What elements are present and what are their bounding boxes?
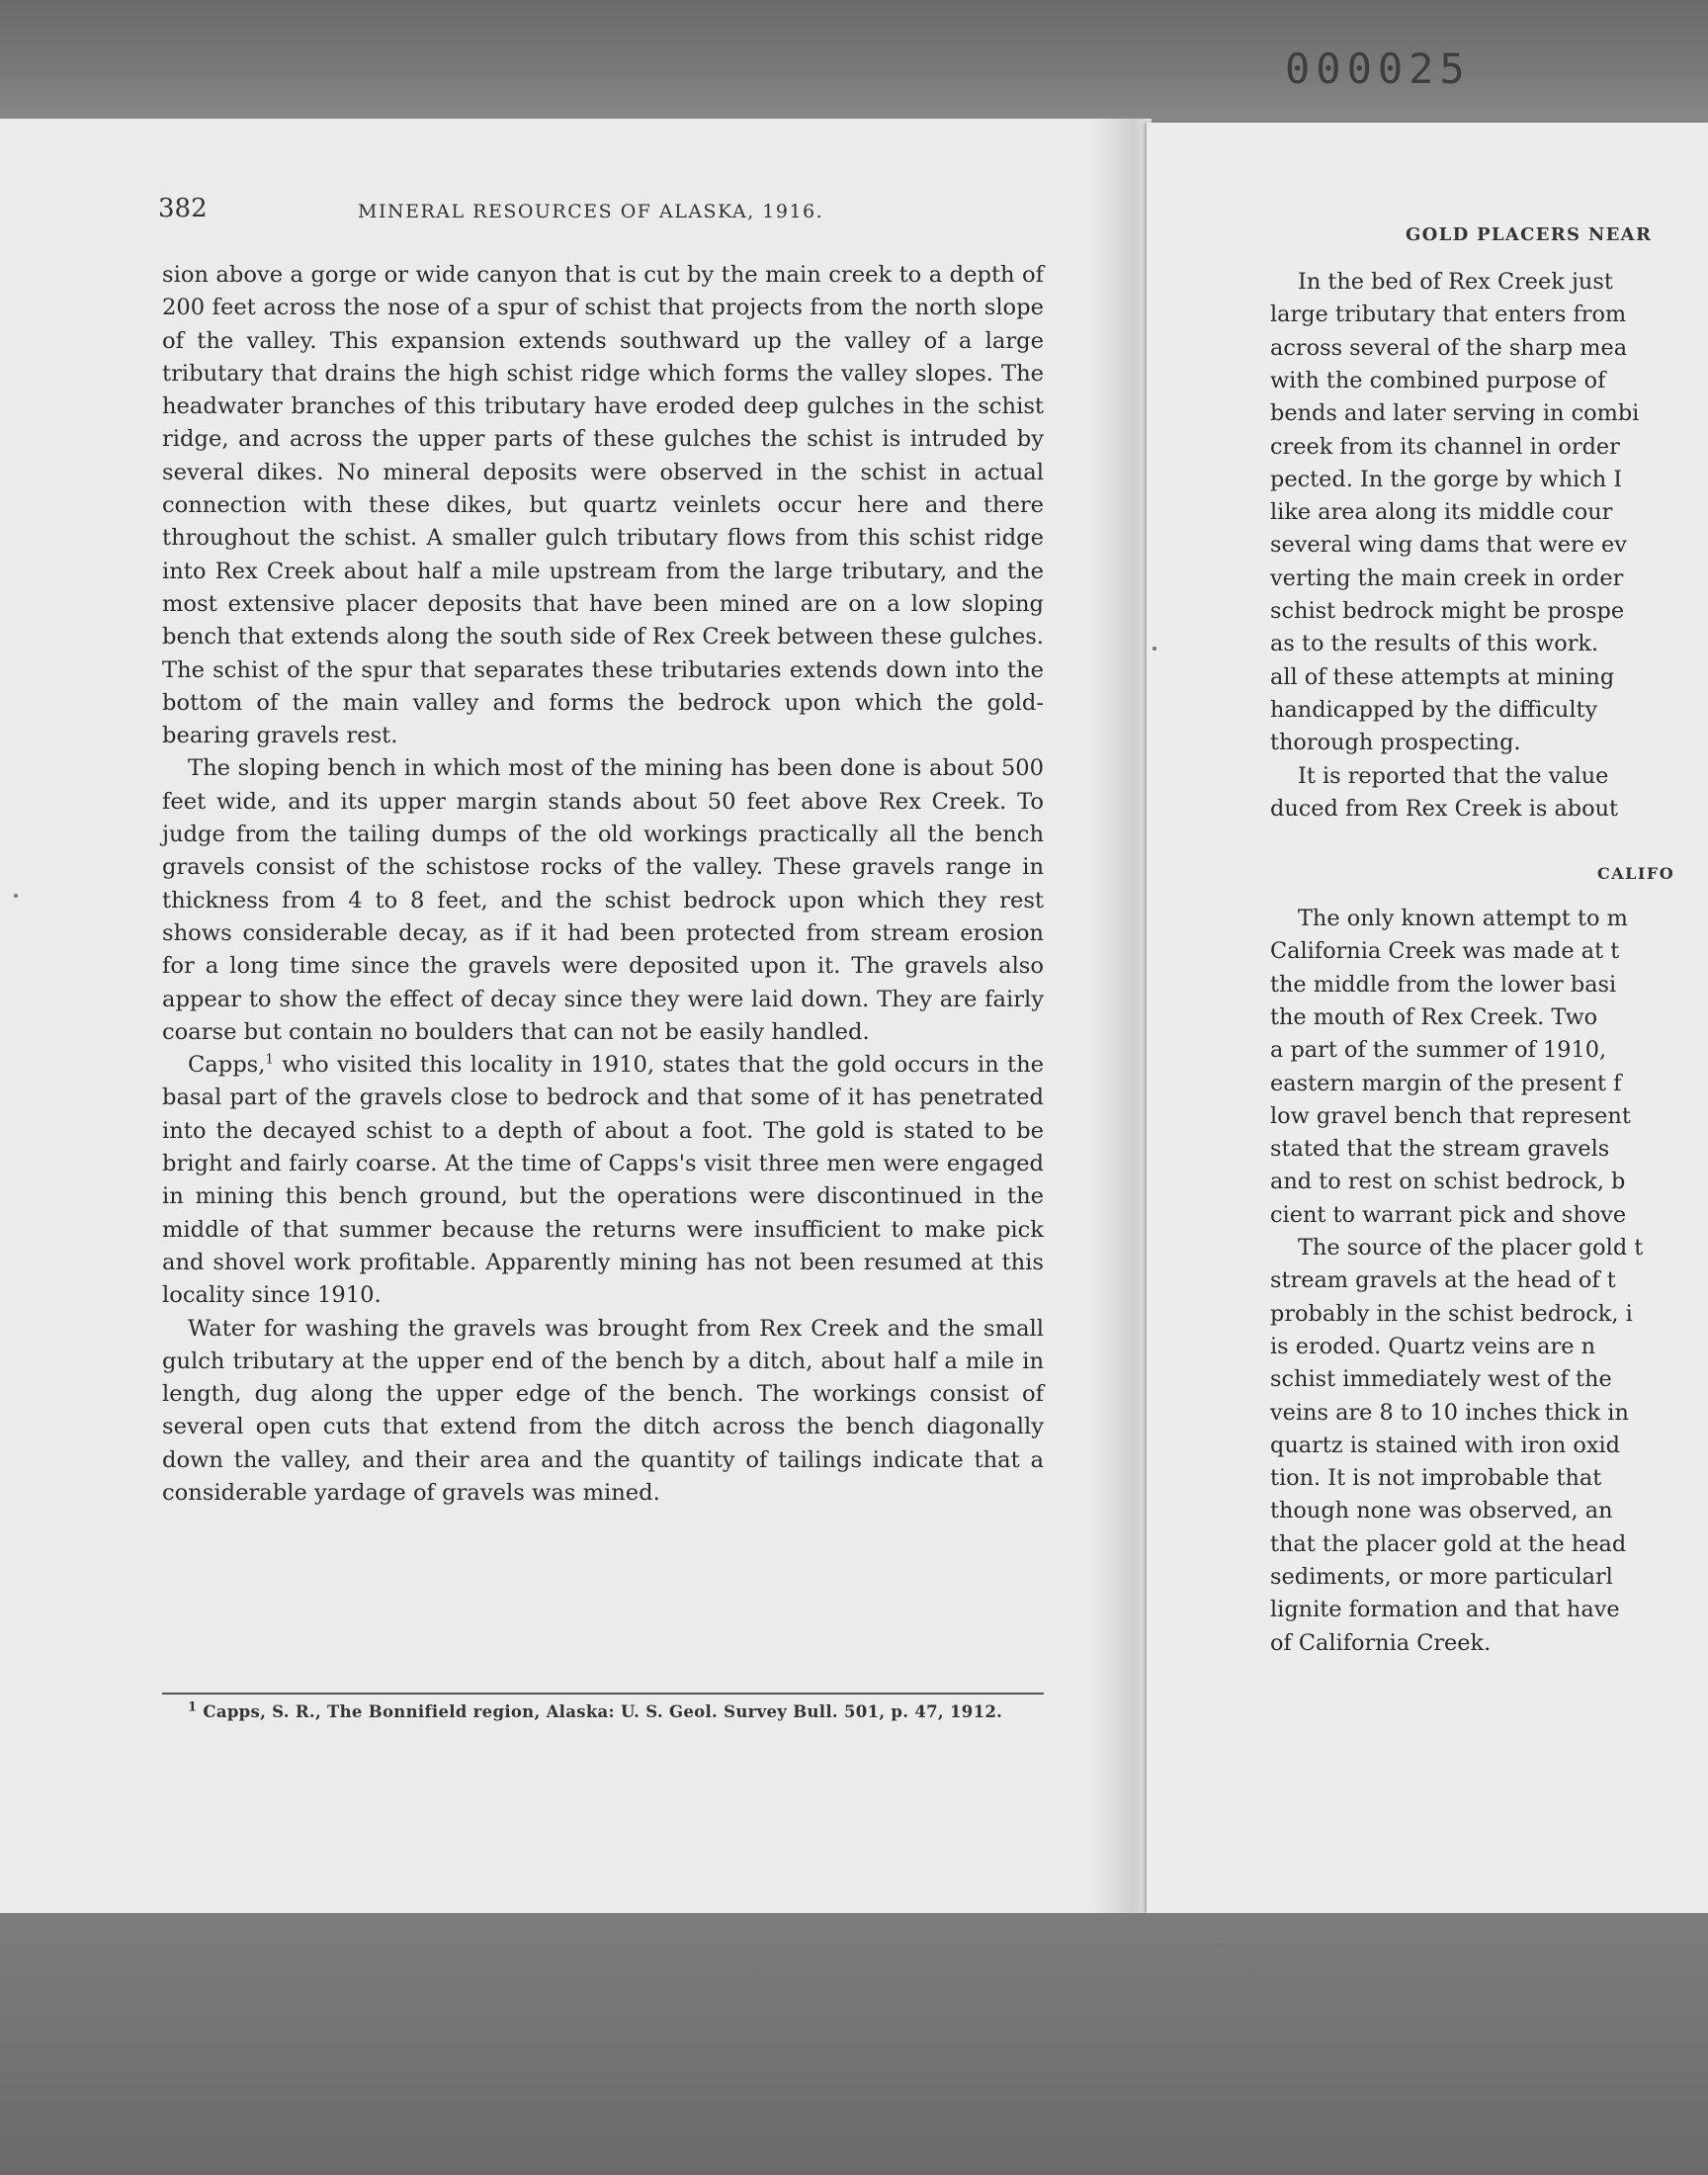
paragraph-4: Water for washing the gravels was brought from Rex Creek and the small gulch tributary at the upper end of the bench by a ditch, about half a mile in length, dug along the upper edge of the bench. The workings consist of several open cuts that extend from the ditch across the bench diagonally down the valley, and their area and the quantity of tailings indicate that a considerable yardage of gravels was mined. <box>162 1315 1044 1506</box>
right-page-line: across several of the sharp mea <box>1270 334 1628 361</box>
right-page-line: schist immediately west of the <box>1270 1366 1612 1393</box>
left-page-body <box>162 259 1044 1510</box>
right-page-line: the middle from the lower basi <box>1270 971 1617 998</box>
right-page-line: a part of the summer of 1910, <box>1270 1037 1607 1064</box>
scan-speck <box>1212 1943 1226 1947</box>
running-head-right: GOLD PLACERS NEAR <box>1406 224 1653 245</box>
capps-lead: Capps, <box>188 1052 266 1079</box>
right-page-line: low gravel bench that represent <box>1270 1102 1631 1129</box>
right-page-line: creek from its channel in order <box>1270 433 1620 460</box>
right-page-line: as to the results of this work. <box>1270 631 1599 657</box>
footnote-ref: 1 <box>265 1052 274 1068</box>
right-page-line: with the combined purpose of <box>1270 367 1606 393</box>
right-page-line: schist bedrock might be prospe <box>1270 598 1625 624</box>
right-page-line: and to rest on schist bedrock, b <box>1270 1169 1626 1195</box>
right-page-line: that the placer gold at the head <box>1270 1530 1627 1557</box>
right-page-line: the mouth of Rex Creek. Two <box>1270 1003 1598 1030</box>
paragraph-1: sion above a gorge or wide canyon that is cut by the main creek to a depth of 200 feet across the nose of a spur of schist that projects from the north slope of the valley. This expansion extends southward up the valley of a large tributary that drains the high schist ridge which forms the valley slopes. The headwater branches of this tributary have eroded deep gulches in the schist ridge, and across the upper parts of these gulches the schist is intruded by several dikes. No mineral deposits were observed in the schist in actual connection with these dikes, but quartz veinlets occur here and there throughout the schist. A smaller gulch tributary flows from this schist ridge into Rex Creek about half a mile upstream from the large tributary, and the most extensive placer deposits that have been mined are on a low sloping bench that extends along the south side of Rex Creek between these gulches. The schist of the spur that separates these tributaries extends down into the bottom of the main valley and forms the bedrock upon which the gold-bearing gravels rest. <box>162 262 1044 749</box>
right-page-line: sediments, or more particularl <box>1270 1564 1613 1590</box>
right-page-line: California Creek was made at t <box>1270 938 1620 965</box>
right-page-line: large tributary that enters from <box>1270 302 1627 328</box>
right-page-line: though none was observed, an <box>1270 1498 1613 1524</box>
scan-stamp-number: 000025 <box>1285 44 1471 93</box>
running-head-left: MINERAL RESOURCES OF ALASKA, 1916. <box>358 201 824 222</box>
right-page-line: lignite formation and that have <box>1270 1597 1620 1623</box>
section-heading: CALIFO <box>1597 864 1675 883</box>
right-page-line: stated that the stream gravels <box>1270 1136 1610 1163</box>
right-page-line: tion. It is not improbable that <box>1270 1465 1602 1492</box>
right-page-line: like area along its middle cour <box>1270 499 1613 526</box>
right-page-line: handicapped by the difficulty <box>1270 696 1598 723</box>
page-number: 382 <box>158 194 208 223</box>
right-page <box>1147 123 1708 1913</box>
right-page-line: quartz is stained with iron oxid <box>1270 1432 1620 1458</box>
right-page-line: verting the main creek in order <box>1270 565 1624 591</box>
footnote-text: Capps, S. R., The Bonnifield region, Alaska: U. S. Geol. Survey Bull. 501, p. 47, 1912. <box>203 1702 1003 1721</box>
right-page-line: eastern margin of the present f <box>1270 1070 1622 1096</box>
right-page-line: pected. In the gorge by which I <box>1270 466 1623 492</box>
paragraph-3-text: who visited this locality in 1910, states that the gold occurs in the basal part of the gravels close to bedrock and that some of it has penetrated into the decayed schist to a depth of about a foot. The gold is stated to be bright and fairly coarse. At the time of Capps's visit three men were engaged in mining this bench ground, but the operations were discontinued in the middle of that summer because the returns were insufficient to make pick and shovel work profitable. Apparently mining has not been resumed at this locality since 1910. <box>162 1052 1044 1309</box>
right-page-line: all of these attempts at mining <box>1270 663 1615 690</box>
right-page-line: veins are 8 to 10 inches thick in <box>1270 1399 1629 1426</box>
paragraph-2: The sloping bench in which most of the mining has been done is about 500 feet wide, and its upper margin stands about 50 feet above Rex Creek. To judge from the tailing dumps of the old workings practically all the bench gravels consist of the schistose rocks of the valley. These gravels range in thickness from 4 to 8 feet, and the schist bedrock upon which they rest shows considerable decay, as if it had been protected from stream erosion for a long time since the gravels were deposited upon it. The gravels also appear to show the effect of decay since they were laid down. They are fairly coarse but contain no boulders that can not be easily handled. <box>162 755 1044 1045</box>
right-page-line: stream gravels at the head of t <box>1270 1267 1616 1294</box>
footnote <box>188 1699 1003 1721</box>
right-page-line: The only known attempt to m <box>1298 906 1628 931</box>
right-page-line: is eroded. Quartz veins are n <box>1270 1333 1596 1359</box>
right-page-line: The source of the placer gold t <box>1298 1235 1644 1261</box>
right-page-line: In the bed of Rex Creek just <box>1298 269 1613 295</box>
scanner-bottom-margin <box>0 1913 1708 2175</box>
paragraph-3 <box>162 1049 1044 1312</box>
right-page-line: probably in the schist bedrock, i <box>1270 1300 1633 1327</box>
scan-speck <box>1153 647 1156 651</box>
footnote-marker: 1 <box>188 1699 198 1715</box>
right-page-line: bends and later serving in combi <box>1270 400 1640 427</box>
scan-speck <box>14 894 18 898</box>
footnote-rule <box>162 1693 1044 1695</box>
right-page-line: duced from Rex Creek is about <box>1270 795 1619 822</box>
right-page-line: several wing dams that were ev <box>1270 532 1627 559</box>
right-page-line: It is reported that the value <box>1298 762 1609 789</box>
right-page-line: cient to warrant pick and shove <box>1270 1201 1627 1228</box>
right-page-line: thorough prospecting. <box>1270 730 1521 756</box>
right-page-line: of California Creek. <box>1270 1629 1492 1656</box>
page-gutter <box>1092 119 1152 1913</box>
